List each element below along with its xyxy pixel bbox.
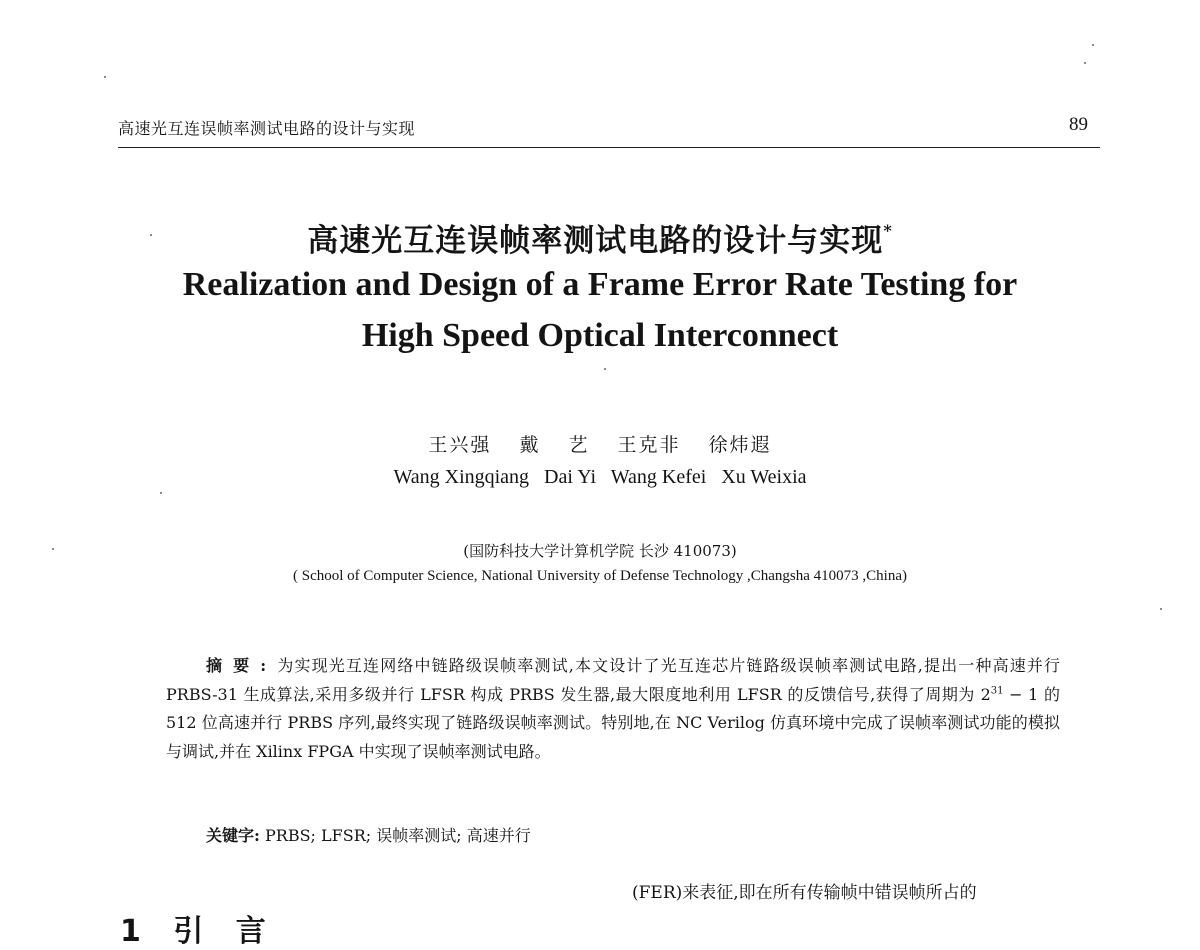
section-heading: 1 引 言: [120, 914, 266, 949]
title-english-line-2: High Speed Optical Interconnect: [361, 317, 839, 354]
title-chinese-text: 高速光互连误帧率测试电路的设计与实现: [307, 223, 884, 259]
affiliation-chinese: (国防科技大学计算机学院 长沙 410073): [463, 542, 737, 560]
abstract-label: 摘要:: [206, 656, 277, 675]
scan-speck: [604, 368, 606, 370]
scan-speck: [104, 76, 106, 78]
title-chinese: [0, 215, 1200, 260]
title-footnote-mark: *: [883, 220, 893, 240]
abstract-text-part2: − 1 的 512 位高速并行 PRBS 序列,最终实现了链路级误帧率测试。特别地,在 NC Verilog 仿真环境中完成了误帧率测试功能的模拟与调试,并在 Xilinx FPGA 中实现了误帧率测试电路。: [166, 684, 1060, 761]
title-english-line-1: Realization and Design of a Frame Error Rate Testing for: [182, 266, 1018, 303]
affiliation-english: ( School of Computer Science, National University of Defense Technology ,Changsha 410073 ,China): [293, 568, 907, 584]
abstract: [166, 652, 1060, 766]
scan-speck: [160, 492, 162, 494]
authors-chinese: 王兴强 戴 艺 王克非 徐炜遐: [428, 434, 772, 456]
scan-speck: [1092, 44, 1094, 46]
abstract-text-part1: 为实现光互连网络中链路级误帧率测试,本文设计了光互连芯片链路级误帧率测试电路,提出一种高速并行 PRBS-31 生成算法,采用多级并行 LFSR 构成 PRBS 发生器,最大限度地利用 LFSR 的反馈信号,获得了周期为 2: [166, 656, 1060, 704]
body-text-right-column: (FER)来表征,即在所有传输帧中错误帧所占的: [632, 883, 977, 903]
keywords-label: 关键字:: [206, 826, 260, 845]
scan-speck: [1084, 62, 1086, 64]
scan-speck: [52, 548, 54, 550]
scan-speck: [1160, 608, 1162, 610]
authors-english: Wang Xingqiang Dai Yi Wang Kefei Xu Weixia: [393, 466, 807, 488]
running-title: 高速光互连误帧率测试电路的设计与实现: [118, 119, 416, 138]
running-header: [118, 112, 1090, 142]
abstract-exponent: 31: [990, 685, 1004, 697]
page-number: 89: [1069, 114, 1088, 135]
keywords-text: PRBS; LFSR; 误帧率测试; 高速并行: [265, 826, 531, 845]
keywords: [206, 823, 531, 846]
scan-speck: [150, 234, 152, 236]
header-rule: [118, 147, 1100, 148]
